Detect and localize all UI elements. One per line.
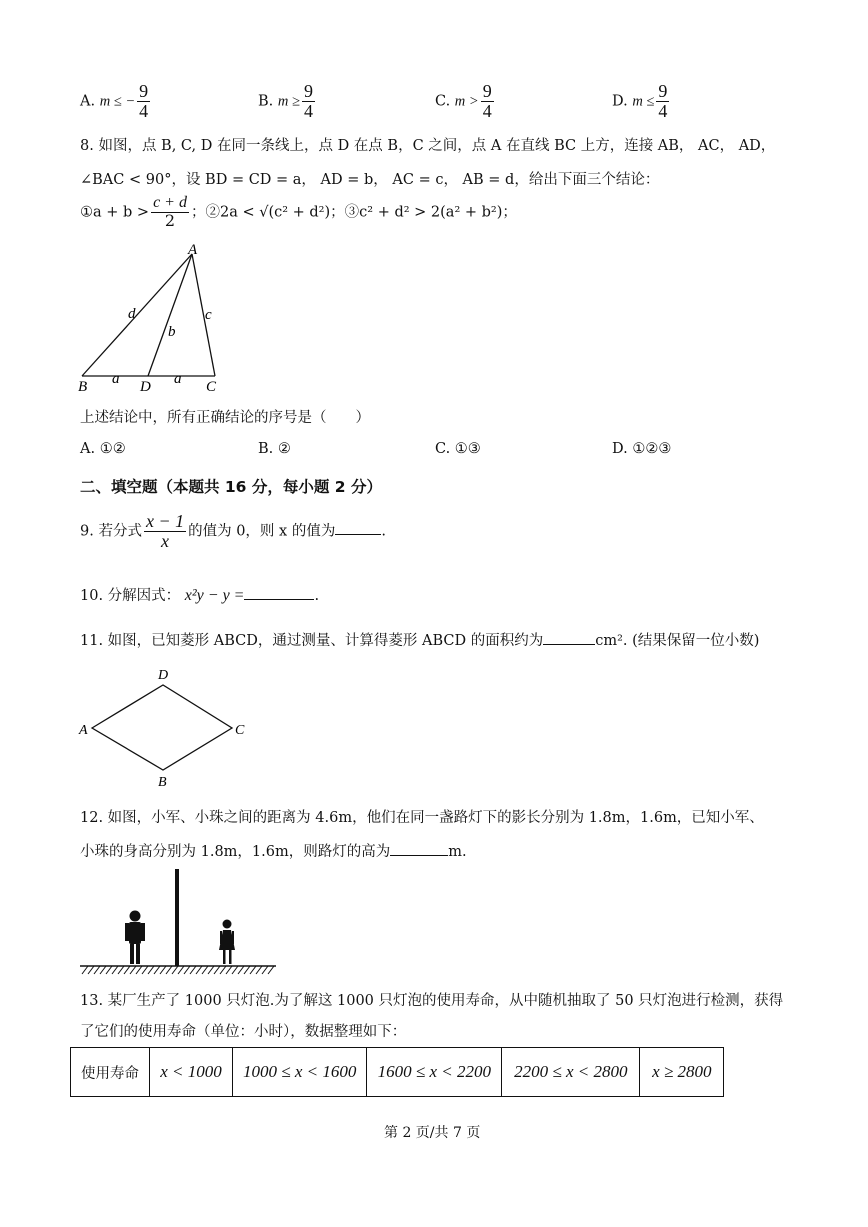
q8-option-b: B. ②	[258, 441, 291, 457]
frac-num: 9	[482, 81, 492, 101]
answer-blank	[543, 630, 595, 645]
q8-line1: 8. 如图，点 B, C, D 在同一条线上，点 D 在点 B，C 之间，点 A 在直线 BC 上方，连接 AB， AC， AD，	[80, 138, 776, 154]
q13-line2: 了它们的使用寿命（单位：小时），数据整理如下：	[80, 1024, 407, 1040]
lamp-post	[175, 869, 179, 966]
q12-line1: 12. 如图，小军、小珠之间的距离为 4.6m，他们在同一盏路灯下的影长分别为 1.8m，1.6m，已知小军、	[80, 810, 764, 826]
option-relation: m >	[454, 93, 479, 110]
lifespan-table	[70, 1047, 724, 1097]
q10-prefix: 10. 分解因式：	[80, 588, 181, 604]
frac-num: 9	[658, 81, 668, 101]
answer-blank	[244, 585, 314, 600]
q7-option-c	[435, 82, 496, 121]
conclusion-1: ①a + b >	[80, 204, 150, 221]
table-cell: 1000 ≤ x < 1600	[233, 1048, 367, 1097]
option-label: C.	[435, 93, 451, 110]
rhombus-figure	[72, 662, 257, 792]
fraction	[144, 512, 186, 551]
frac-den: 4	[303, 100, 313, 121]
q12-text: 小珠的身高分别为 1.8m，1.6m，则路灯的高为	[80, 844, 391, 860]
option-label: D.	[612, 93, 628, 110]
frac-den: 4	[482, 100, 492, 121]
triangle-figure	[72, 240, 232, 395]
q8-option-a: A. ①②	[80, 441, 126, 457]
q11-text: 11. 如图，已知菱形 ABCD，通过测量、计算得菱形 ABCD 的面积约为	[80, 633, 544, 649]
girl-figure	[219, 920, 235, 965]
q8-option-d: D. ①②③	[612, 441, 672, 457]
label-C: C	[206, 379, 217, 395]
table-cell: 2200 ≤ x < 2800	[502, 1048, 640, 1097]
fraction	[151, 195, 189, 230]
frac-den: 2	[164, 210, 176, 230]
page-footer: 第 2 页/共 7 页	[384, 1125, 481, 1141]
label-a2: a	[174, 371, 182, 387]
conclusion-3: ；③c² + d² > 2(a² + b²)；	[330, 204, 517, 221]
label-A: A	[188, 242, 198, 258]
label-B: B	[158, 775, 167, 790]
q10-end: .	[314, 588, 320, 604]
table-row	[71, 1048, 724, 1097]
label-A: A	[79, 723, 88, 738]
q9-end: .	[381, 523, 386, 540]
fraction	[137, 82, 150, 121]
q13-line1: 13. 某厂生产了 1000 只灯泡.为了解这 1000 只灯泡的使用寿命，从中随机抽取了 50 只灯泡进行检测，获得	[80, 993, 784, 1009]
q8-conclusions	[80, 195, 517, 230]
q7-option-a	[80, 82, 152, 121]
frac-den: x	[161, 530, 170, 551]
option-label: B.	[258, 93, 274, 110]
frac-num: 9	[139, 81, 149, 101]
q12-line2	[80, 840, 467, 861]
table-cell: x < 1000	[150, 1048, 233, 1097]
option-label: A.	[80, 93, 96, 110]
frac-den: 4	[658, 100, 668, 121]
label-D: D	[140, 379, 151, 395]
frac-num: 9	[303, 81, 313, 101]
q8-option-c: C. ①③	[435, 441, 481, 457]
option-relation: m ≥	[277, 93, 300, 110]
q10	[80, 584, 319, 605]
street-lamp-figure	[78, 864, 283, 979]
option-relation: m ≤	[632, 93, 655, 110]
q10-expression: x²y − y =	[184, 587, 245, 604]
table-header-cell: 使用寿命	[71, 1048, 150, 1097]
answer-blank	[390, 841, 448, 856]
fraction	[656, 82, 669, 121]
label-a1: a	[112, 371, 120, 387]
q7-option-d	[612, 82, 671, 121]
section-title: 二、填空题（本题共 16 分，每小题 2 分）	[80, 478, 382, 496]
table-cell: x ≥ 2800	[640, 1048, 724, 1097]
ground-hatching	[82, 966, 274, 974]
q9-prefix: 9. 若分式	[80, 523, 142, 540]
frac-den: 4	[139, 100, 149, 121]
q9	[80, 512, 386, 551]
q7-option-b	[258, 82, 317, 121]
conclusion-2: ；②2a < √(c² + d²)	[190, 204, 331, 221]
label-B: B	[78, 379, 88, 395]
man-figure	[125, 911, 145, 965]
frac-num: c + d	[153, 194, 187, 211]
q11	[80, 629, 759, 650]
q8-line2: ∠BAC < 90°，设 BD = CD = a， AD = b， AC = c， AB = d，给出下面三个结论：	[80, 172, 660, 188]
answer-blank	[335, 520, 381, 535]
label-b: b	[168, 324, 176, 340]
option-relation: m ≤ −	[99, 93, 136, 110]
table-cell: 1600 ≤ x < 2200	[367, 1048, 502, 1097]
q8-question: 上述结论中，所有正确结论的序号是（ ）	[80, 410, 370, 426]
label-c: c	[205, 307, 212, 323]
q12-end: m.	[448, 844, 467, 860]
frac-num: x − 1	[145, 511, 185, 531]
q9-text: 的值为 0，则 x 的值为	[188, 523, 336, 540]
q11-unit: cm². (结果保留一位小数)	[595, 633, 760, 649]
label-d: d	[128, 306, 136, 322]
fraction	[302, 82, 315, 121]
fraction	[481, 82, 494, 121]
label-D: D	[158, 668, 169, 683]
label-C: C	[235, 723, 245, 738]
